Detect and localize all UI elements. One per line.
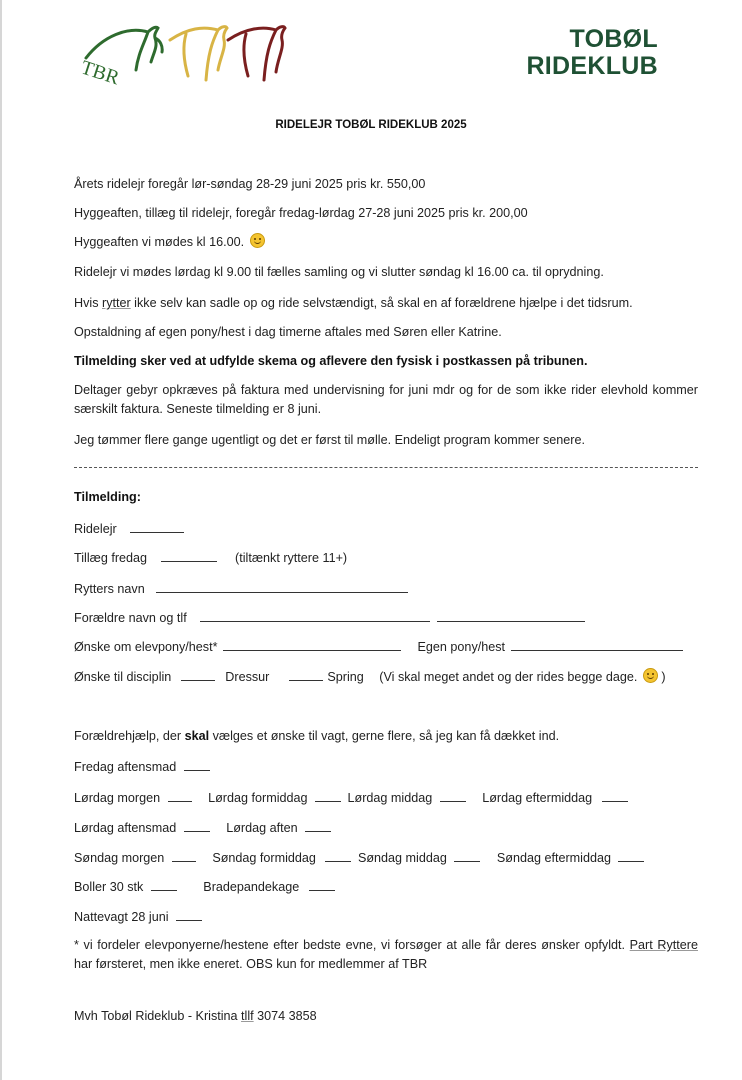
sondag-eftermiddag-field[interactable]	[618, 849, 644, 862]
text-part: Forældrehjælp, der	[74, 729, 185, 743]
nattevagt-field[interactable]	[176, 908, 202, 921]
intro-paragraph-4: Ridelejr vi mødes lørdag kl 9.00 til fælles samling og vi slutter søndag kl 16.00 ca. til oprydning.	[74, 265, 604, 279]
intro-paragraph-9: Jeg tømmer flere gange ugentligt og det er først til mølle. Endeligt program kommer senere.	[74, 433, 585, 447]
rytter-name-field[interactable]	[156, 580, 408, 593]
footnote	[74, 936, 698, 974]
bake-row	[74, 878, 336, 897]
logo-lettering: TBR	[78, 56, 122, 88]
text-part: 3074 3858	[253, 1009, 317, 1023]
lordag-row-2	[74, 819, 332, 838]
brand-line-2: RIDEKLUB	[526, 52, 658, 80]
smiley-icon	[250, 233, 265, 248]
nattevagt-row	[74, 908, 203, 927]
emphasis-word: skal	[184, 729, 210, 743]
foraeldre-row	[74, 609, 586, 628]
lordag-aften-label: Lørdag aften	[226, 821, 298, 835]
intro-paragraph-3	[74, 233, 265, 252]
text-part: Hvis	[74, 296, 102, 310]
lordag-morgen-label: Lørdag morgen	[74, 791, 161, 805]
tbr-logo	[78, 18, 293, 88]
sondag-formiddag-field[interactable]	[325, 849, 351, 862]
tillaeg-note: (tiltænkt ryttere 11+)	[235, 551, 348, 565]
intro-paragraph-7: Tilmelding sker ved at udfylde skema og aflevere den fysisk i postkassen på tribunen.	[74, 354, 588, 368]
ridelejr-row	[74, 520, 185, 539]
ridelejr-label: Ridelejr	[74, 522, 117, 536]
footnote-line-2: har førsteret, men ikke eneret. OBS kun for medlemmer af TBR	[74, 957, 428, 971]
boller-field[interactable]	[151, 878, 177, 891]
spring-label: Spring	[327, 670, 364, 684]
rytter-label: Rytters navn	[74, 582, 145, 596]
spring-field[interactable]	[289, 668, 323, 681]
oenske-pony-label: Ønske om elevpony/hest*	[74, 640, 218, 654]
dressur-field[interactable]	[181, 668, 215, 681]
bradepandekage-label: Bradepandekage	[203, 880, 300, 894]
rytter-row	[74, 580, 409, 599]
intro-paragraph-6: Opstaldning af egen pony/hest i dag timerne aftales med Søren eller Katrine.	[74, 325, 502, 339]
intro-paragraph-2: Hyggeaften, tillæg til ridelejr, foregår fredag-lørdag 27-28 juni 2025 pris kr. 200,00	[74, 206, 528, 220]
lordag-formiddag-label: Lørdag formiddag	[208, 791, 308, 805]
intro-paragraph-8: Deltager gebyr opkræves på faktura med undervisning for juni mdr og for de som ikke rider elevhold kommer særskilt faktura. Seneste tilmelding er 8 juni.	[74, 383, 698, 416]
intro-paragraph-5	[74, 294, 633, 313]
tillaeg-row	[74, 549, 347, 568]
underlined-word: tllf	[241, 1009, 254, 1023]
footnote-line-1: * vi fordeler elevponyerne/hestene efter bedste evne, vi forsøger at alle får deres ønsker opfyldt.	[74, 938, 625, 952]
foraeldre-phone-field[interactable]	[437, 609, 585, 622]
sondag-middag-label: Søndag middag	[357, 851, 447, 865]
egen-pony-field[interactable]	[511, 638, 683, 651]
egen-pony-label: Egen pony/hest	[417, 640, 506, 654]
sondag-morgen-label: Søndag morgen	[74, 851, 165, 865]
sondag-formiddag-label: Søndag formiddag	[212, 851, 316, 865]
tillaeg-field[interactable]	[161, 549, 217, 562]
lordag-middag-label: Lørdag middag	[347, 791, 433, 805]
sondag-eftermiddag-label: Søndag eftermiddag	[496, 851, 611, 865]
disciplin-row	[74, 668, 666, 687]
help-intro	[74, 727, 559, 746]
fredag-row	[74, 758, 211, 777]
dressur-label: Dressur	[225, 670, 270, 684]
page-title: RIDELEJR TOBØL RIDEKLUB 2025	[275, 119, 467, 131]
foraeldre-label: Forældre navn og tlf	[74, 611, 187, 625]
sondag-morgen-field[interactable]	[172, 849, 196, 862]
intro-paragraph-1: Årets ridelejr foregår lør-søndag 28-29 juni 2025 pris kr. 550,00	[74, 177, 426, 191]
tillaeg-label: Tillæg fredag	[74, 551, 148, 565]
foraeldre-name-field[interactable]	[200, 609, 430, 622]
meeting-time-text: Hyggeaften vi mødes kl 16.00.	[74, 235, 245, 249]
footnote-underlined: Part Ryttere	[629, 938, 698, 952]
separator-line	[74, 467, 698, 468]
text-part: vælges et ønske til vagt, gerne flere, så jeg kan få dækket ind.	[209, 729, 560, 743]
page-edge	[0, 0, 2, 1080]
bradepandekage-field[interactable]	[309, 878, 335, 891]
nattevagt-label: Nattevagt 28 juni	[74, 910, 169, 924]
lordag-eftermiddag-field[interactable]	[602, 789, 628, 802]
oenske-disciplin-label: Ønske til disciplin	[74, 670, 172, 684]
disciplin-note: (Vi skal meget andet og der rides begge dage.	[379, 670, 638, 684]
pony-row	[74, 638, 684, 657]
lordag-formiddag-field[interactable]	[315, 789, 341, 802]
club-brand	[526, 26, 658, 80]
fredag-aftensmad-field[interactable]	[184, 758, 210, 771]
lordag-row-1	[74, 789, 629, 808]
form-heading: Tilmelding:	[74, 490, 141, 504]
brand-line-1: TOBØL	[569, 25, 658, 53]
smiley-icon	[643, 668, 658, 683]
lordag-eftermiddag-label: Lørdag eftermiddag	[482, 791, 593, 805]
signature	[74, 1007, 317, 1026]
ridelejr-field[interactable]	[130, 520, 184, 533]
disciplin-note-close: )	[661, 670, 666, 684]
fredag-aftensmad-label: Fredag aftensmad	[74, 760, 177, 774]
text-part: Mvh Tobøl Rideklub - Kristina	[74, 1009, 242, 1023]
lordag-aften-field[interactable]	[305, 819, 331, 832]
lordag-morgen-field[interactable]	[168, 789, 192, 802]
sondag-row	[74, 849, 645, 868]
boller-label: Boller 30 stk	[74, 880, 144, 894]
text-part: ikke selv kan sadle op og ride selvstændigt, så skal en af forældrene hjælpe i det tidsrum.	[130, 296, 633, 310]
sondag-middag-field[interactable]	[454, 849, 480, 862]
lordag-middag-field[interactable]	[440, 789, 466, 802]
lordag-aftensmad-field[interactable]	[184, 819, 210, 832]
lordag-aftensmad-label: Lørdag aftensmad	[74, 821, 177, 835]
oenske-pony-field[interactable]	[223, 638, 401, 651]
underlined-word: rytter	[102, 296, 131, 310]
